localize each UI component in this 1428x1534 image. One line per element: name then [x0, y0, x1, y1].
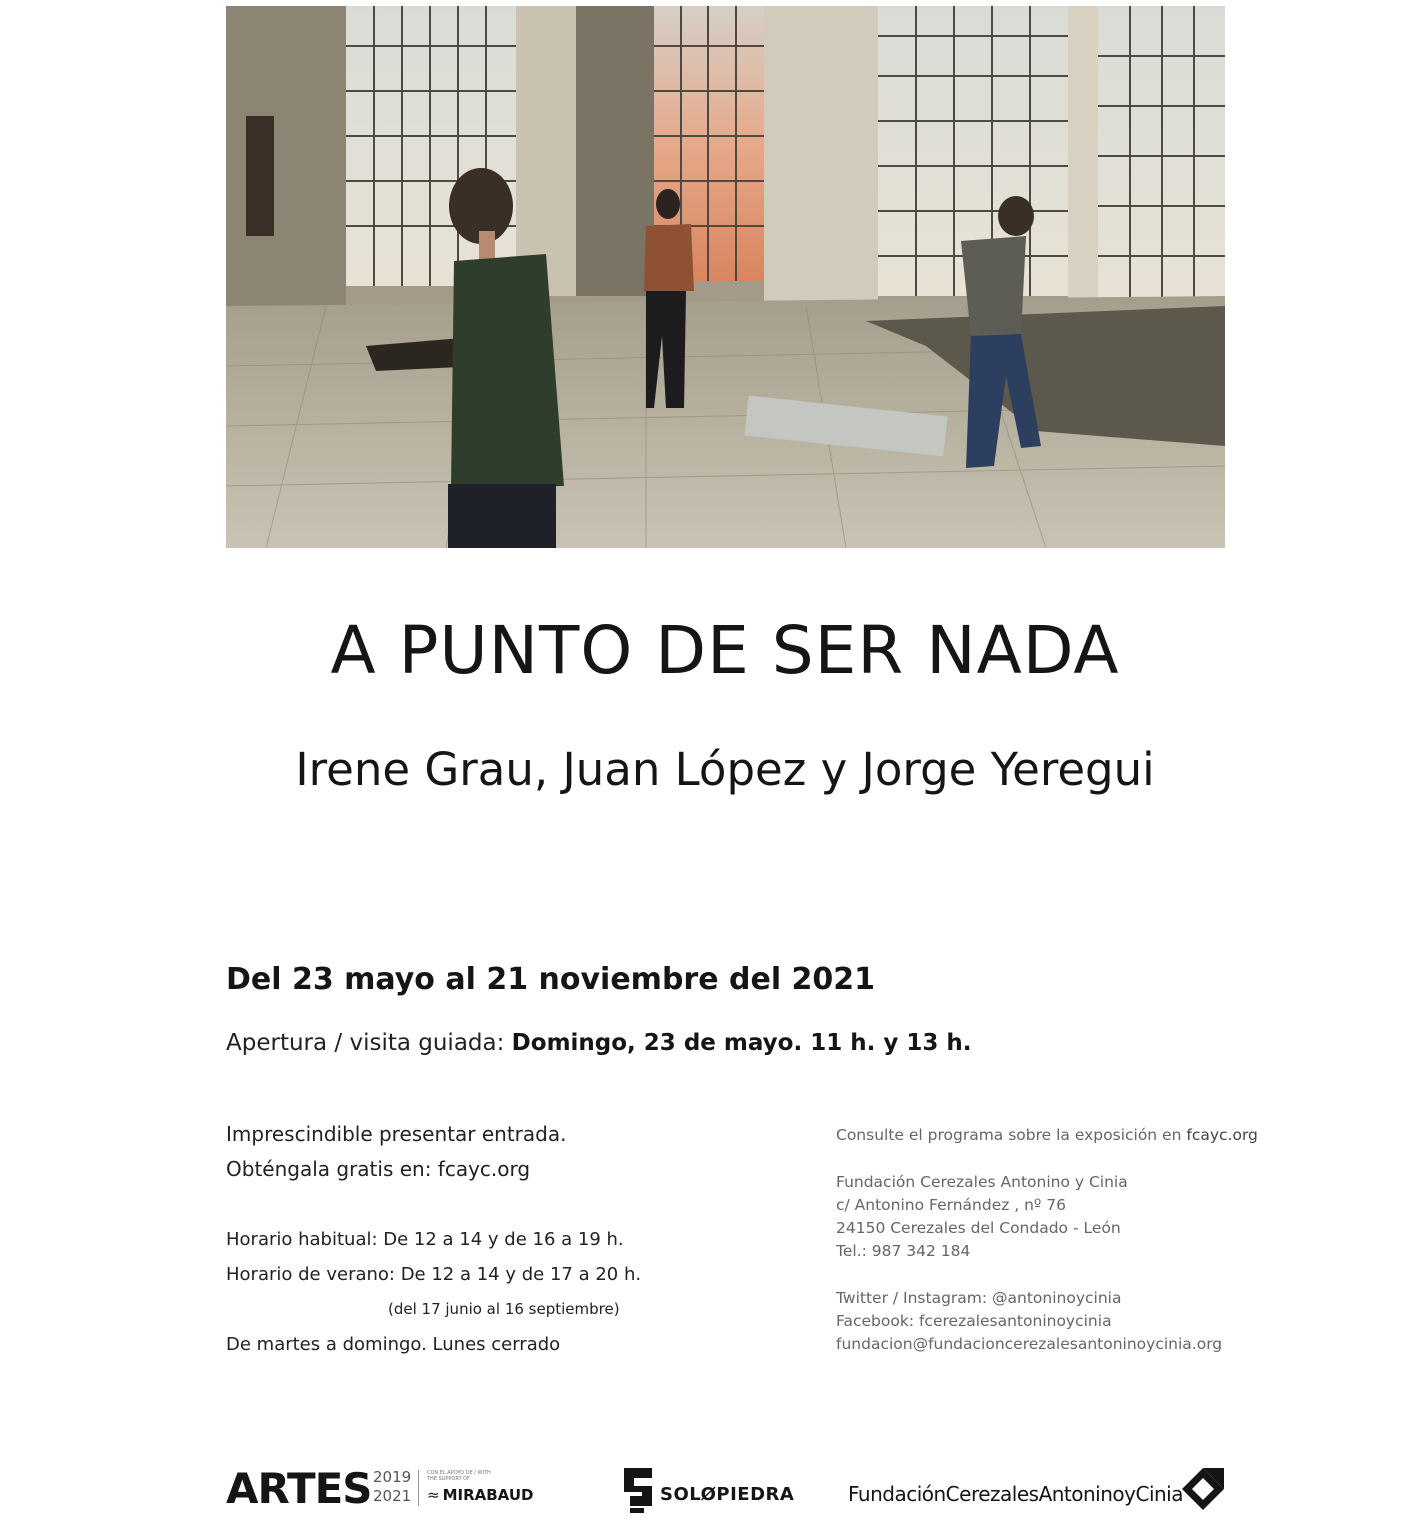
opening-days: De martes a domingo. Lunes cerrado — [226, 1334, 561, 1355]
exhibition-title: A PUNTO DE SER NADA — [330, 612, 1120, 689]
fundacion-logo: FundaciónCerezalesAntoninoyCinia — [848, 1482, 1183, 1506]
program-link[interactable]: fcayc.org — [1186, 1126, 1258, 1144]
org-address: c/ Antonino Fernández , nº 76 — [836, 1196, 1066, 1214]
logo-divider — [418, 1470, 419, 1506]
artists-line: Irene Grau, Juan López y Jorge Yeregui — [295, 743, 1155, 796]
solpiedra-logo: SOLØPIEDRA — [660, 1484, 795, 1505]
opening-label: Apertura / visita guiada: — [226, 1030, 505, 1056]
hero-photo-illustration — [226, 6, 1225, 548]
entry-required: Imprescindible presentar entrada. — [226, 1122, 567, 1146]
exhibition-dates: Del 23 mayo al 21 noviembre del 2021 — [226, 962, 876, 997]
hours-summer-range: (del 17 junio al 16 septiembre) — [388, 1300, 620, 1318]
support-text: CON EL APOYO DE / WITH THE SUPPORT OF — [427, 1470, 491, 1482]
artes-years — [373, 1468, 411, 1506]
year-end: 2021 — [373, 1487, 412, 1505]
artes-logo: ARTES — [226, 1464, 372, 1513]
hero-photo — [226, 6, 1225, 548]
org-phone: Tel.: 987 342 184 — [836, 1242, 971, 1260]
social-handle[interactable]: Twitter / Instagram: @antoninoycinia — [836, 1289, 1122, 1307]
solpiedra-icon — [622, 1466, 656, 1514]
org-city: 24150 Cerezales del Condado - León — [836, 1219, 1121, 1237]
fundacion-diamond-icon — [1180, 1466, 1226, 1512]
email-link[interactable]: fundacion@fundacioncerezalesantoninoycinia.org — [836, 1335, 1223, 1353]
program-line — [836, 1126, 1258, 1144]
mirabaud-label: MIRABAUD — [442, 1486, 534, 1504]
year-start: 2019 — [373, 1468, 412, 1486]
hours-summer: Horario de verano: De 12 a 14 y de 17 a 20 h. — [226, 1264, 642, 1285]
hours-regular: Horario habitual: De 12 a 14 y de 16 a 19 h. — [226, 1229, 624, 1250]
opening-value: Domingo, 23 de mayo. 11 h. y 13 h. — [511, 1030, 972, 1056]
opening-info — [226, 1030, 971, 1056]
program-text: Consulte el programa sobre la exposición en — [836, 1126, 1182, 1144]
org-name: Fundación Cerezales Antonino y Cinia — [836, 1173, 1128, 1191]
entry-free-link[interactable]: Obténgala gratis en: fcayc.org — [226, 1157, 531, 1181]
mirabaud-logo — [427, 1486, 533, 1504]
sponsor-footer — [0, 1458, 1428, 1528]
facebook-handle[interactable]: Facebook: fcerezalesantoninoycinia — [836, 1312, 1112, 1330]
mirabaud-wave-icon: ≈ — [427, 1486, 440, 1504]
